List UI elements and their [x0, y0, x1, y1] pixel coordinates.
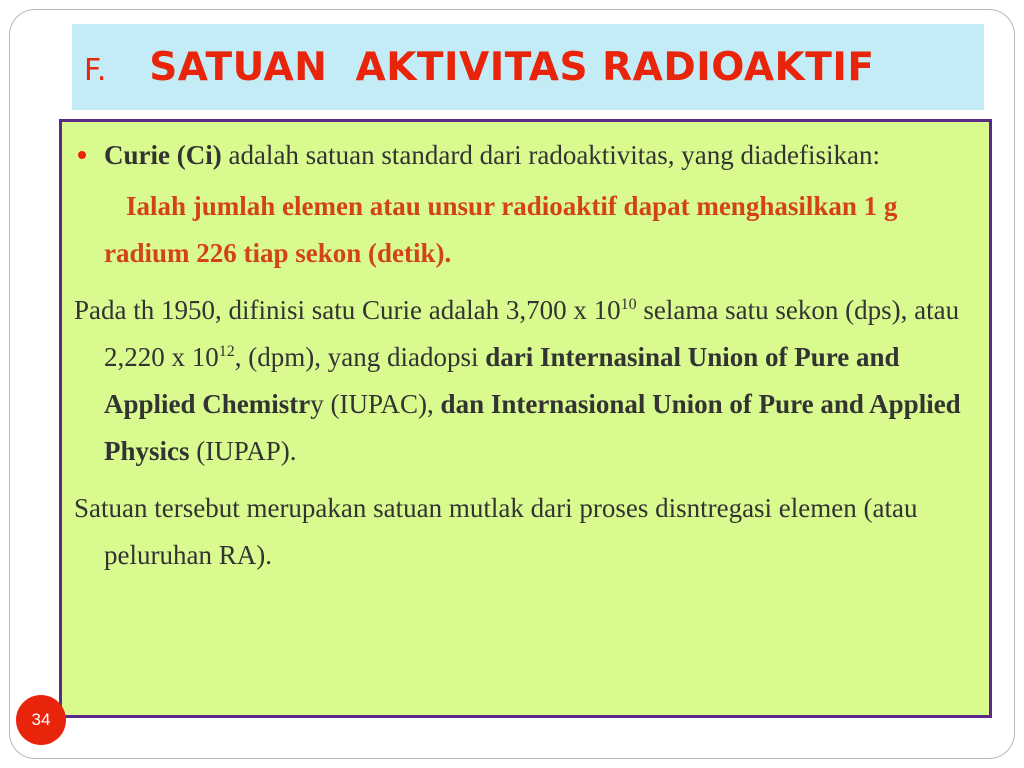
curie-text: adalah satuan standard dari radoaktivitas, yang diadefisikan: — [221, 140, 880, 170]
curie-term: Curie (Ci) — [104, 140, 222, 170]
history-text-4: y (IUPAC), — [310, 389, 441, 419]
bullet-icon — [78, 151, 86, 159]
iupap-name: dan Internasional Union of Pure and Applied Physics — [104, 389, 961, 466]
definition-text: Ialah jumlah elemen atau unsur radioaktif dapat menghasilkan 1 g radium 226 tiap sekon (detik). — [104, 191, 898, 268]
history-paragraph — [74, 287, 971, 475]
title-main: SATUAN AKTIVITAS RADIOAKTIF — [149, 44, 875, 90]
content-panel — [59, 119, 992, 718]
history-text-2: selama satu sekon (dps), atau 2,220 x 10 — [104, 295, 960, 372]
slide-title — [84, 45, 875, 90]
history-text-3: , (dpm), yang diadopsi — [234, 342, 486, 372]
history-text-1: Pada th 1950, difinisi satu Curie adalah 3,700 x 10 — [74, 295, 621, 325]
title-prefix: F. — [84, 52, 107, 88]
iupac-name: dari Internasinal Union of Pure and Applied Chemistr — [104, 342, 900, 419]
exponent-1: 10 — [620, 296, 637, 313]
page-number-badge: 34 — [16, 695, 66, 745]
exponent-2: 12 — [218, 343, 235, 360]
history-text-5: (IUPAP). — [189, 436, 297, 466]
curie-paragraph — [74, 132, 971, 179]
title-banner — [72, 24, 984, 110]
absolute-unit-paragraph: Satuan tersebut merupakan satuan mutlak dari proses disntregasi elemen (atau peluruhan RA). — [74, 493, 918, 570]
